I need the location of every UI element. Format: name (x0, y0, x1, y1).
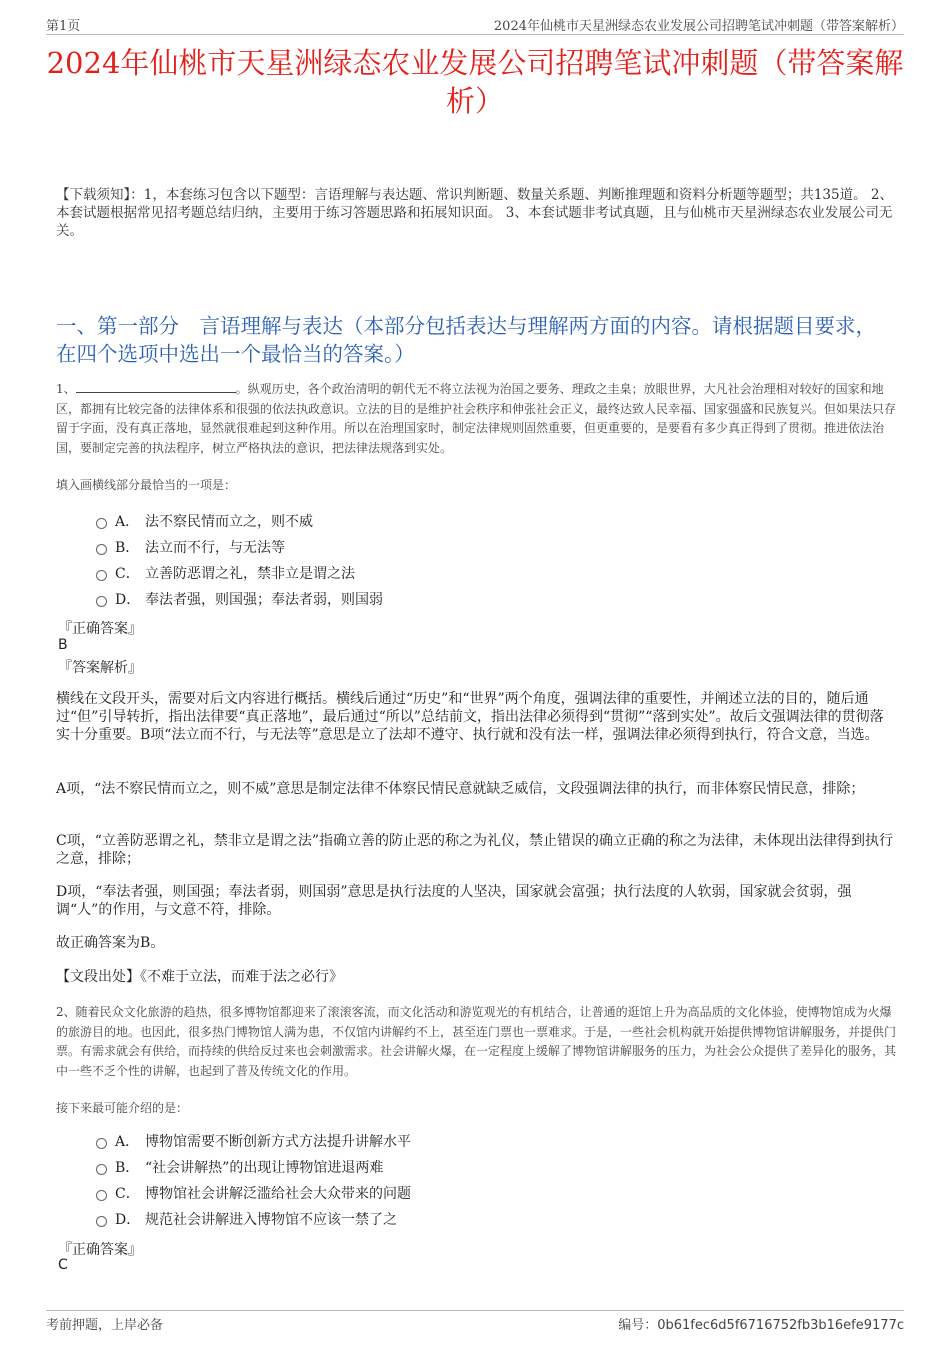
option-c[interactable]: C． 博物馆社会讲解泛滥给社会大众带来的问题 (96, 1180, 411, 1206)
radio-icon[interactable] (96, 544, 107, 555)
document-title: 2024年仙桃市天星洲绿态农业发展公司招聘笔试冲刺题（带答案解析） (46, 46, 904, 118)
page-footer (46, 1310, 904, 1333)
radio-icon[interactable] (96, 596, 107, 607)
question-1-prompt: 填入画横线部分最恰当的一项是： (56, 478, 237, 492)
analysis-label: 『答案解析』 (58, 660, 142, 676)
option-a[interactable]: A． 博物馆需要不断创新方式方法提升讲解水平 (96, 1128, 411, 1154)
footer-slogan: 考前押题，上岸必备 (46, 1318, 164, 1333)
radio-icon[interactable] (96, 1216, 107, 1227)
correct-answer-value: C (58, 1257, 68, 1273)
radio-icon[interactable] (96, 1164, 107, 1175)
correct-answer-label: 『正确答案』 (58, 621, 142, 637)
fill-blank-line (76, 380, 236, 393)
question-number: 1、 (56, 382, 76, 396)
correct-answer-value: B (58, 637, 68, 653)
analysis-paragraph: A项，“法不察民情而立之，则不威”意思是制定法律不体察民情民意就缺乏威信，文段强调法律的执行，而非体察民情民意，排除； (56, 781, 865, 797)
radio-icon[interactable] (96, 518, 107, 529)
correct-answer-label: 『正确答案』 (58, 1242, 142, 1258)
passage-source: 【文段出处】《不难于立法，而难于法之必行》 (56, 969, 343, 985)
analysis-paragraph: 横线在文段开头，需要对后文内容进行概括。横线后通过“历史”和“世界”两个角度，强调法律的重要性，并阐述立法的目的，随后通过“但”引导转折，指出法律要“真正落地”，最后通过“所以”总结前文，指出法律必须得到“贯彻”“落到实处”。故后文强调法律的贯彻落实十分重要。B项“法立而不行，与无法等”意思是立了法却不遵守、执行就和没有法一样，强调法律必须得到执行，符合文意，当选。 (56, 691, 884, 743)
question-1-stem (56, 380, 898, 458)
option-d[interactable]: D． 奉法者强，则国强；奉法者弱，则国弱 (96, 586, 383, 612)
page-header (46, 14, 904, 35)
section-heading: 一、第一部分 言语理解与表达（本部分包括表达与理解两方面的内容。请根据题目要求，在四个选项中选出一个最恰当的答案。） (56, 314, 876, 366)
option-b[interactable]: B． “社会讲解热”的出现让博物馆进退两难 (96, 1154, 411, 1180)
question-2-prompt: 接下来最可能介绍的是： (56, 1101, 189, 1115)
question-2-options (96, 1128, 411, 1232)
analysis-paragraph: C项，“立善防恶谓之礼，禁非立是谓之法”指确立善的防止恶的称之为礼仪，禁止错误的确立正确的称之为法律，未体现出法律得到执行之意，排除； (56, 833, 894, 867)
radio-icon[interactable] (96, 1190, 107, 1201)
question-2-stem: 2、随着民众文化旅游的趋热，很多博物馆都迎来了滚滚客流，而文化活动和游览观光的有机结合，让普通的逛馆上升为高品质的文化体验，使博物馆成为火爆的旅游目的地。也因此，很多热门博物馆人满为患，不仅馆内讲解约不上，甚至连门票也一票难求。于是，一些社会机构就开始提供博物馆讲解服务，并提供门票。有需求就会有供给，而持续的供给反过来也会刺激需求。社会讲解火爆，在一定程度上缓解了博物馆讲解服务的压力，为社会公众提供了差异化的服务，其中一些不乏个性的讲解，也起到了普及传统文化的作用。 (56, 1005, 897, 1078)
header-doc-title: 2024年仙桃市天星洲绿态农业发展公司招聘笔试冲刺题（带答案解析） (493, 18, 904, 34)
radio-icon[interactable] (96, 570, 107, 581)
option-c[interactable]: C． 立善防恶谓之礼，禁非立是谓之法 (96, 560, 383, 586)
option-d[interactable]: D． 规范社会讲解进入博物馆不应该一禁了之 (96, 1206, 411, 1232)
option-a[interactable]: A． 法不察民情而立之，则不威 (96, 508, 383, 534)
radio-icon[interactable] (96, 1138, 107, 1149)
document-id: 编号：0b61fec6d5f6716752fb3b16efe9177c (618, 1318, 904, 1333)
download-notice: 【下载须知】：1，本套练习包含以下题型：言语理解与表达题、常识判断题、数量关系题、判断推理题和资料分析题等题型；共135道。 2、本套试题根据常见招考题总结归纳，主要用于练习答题思路和拓展知识面。 3、本套试题非考试真题，且与仙桃市天星洲绿态农业发展公司无关。 (56, 187, 893, 239)
option-b[interactable]: B． 法立而不行，与无法等 (96, 534, 383, 560)
analysis-paragraph: D项，“奉法者强，则国强；奉法者弱，则国弱”意思是执行法度的人坚决，国家就会富强；执行法度的人软弱，国家就会贫弱，强调“人”的作用，与文意不符，排除。 (56, 884, 852, 918)
analysis-conclusion: 故正确答案为B。 (56, 935, 165, 951)
page-number: 第1页 (46, 18, 81, 34)
question-1-options (96, 508, 383, 612)
question-text: 。纵观历史，各个政治清明的朝代无不将立法视为治国之要务、理政之圭臬；放眼世界，大凡社会治理相对较好的国家和地区，都拥有比较完备的法律体系和很强的依法执政意识。立法的目的是维护社会秩序和伸张社会正义，最终达致人民幸福、国家强盛和民族复兴。但如果法只存留于字面，没有真正落地，显然就很难起到这种作用。所以在治理国家时，制定法律规则固然重要，但更重要的，是要看有多少真正得到了贯彻。推进依法治国，要制定完善的执法程序，树立严格执法的意识，把法律法规落到实处。 (56, 382, 897, 455)
